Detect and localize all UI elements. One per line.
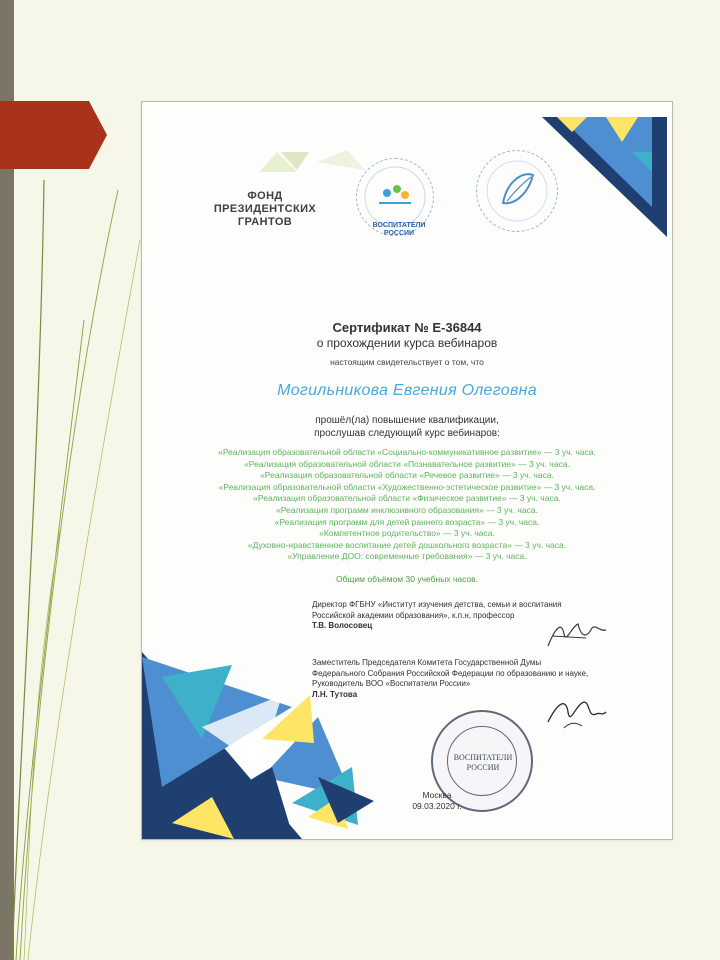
certificate [141,101,673,840]
course-item: «Реализация образовательной области «Познавательное развитие» — 3 уч. часа. [244,458,570,469]
stamp-text: ВОСПИТАТЕЛИ РОССИИ [453,753,513,772]
issue-place-date [397,790,477,812]
course-list [182,447,632,563]
signer-position: Руководитель ВОО «Воспитатели России» [312,679,471,688]
director-signature-icon [542,616,612,656]
issue-date: 09.03.2020 г. [412,801,462,811]
signer-position: Федерального Собрания Российской Федерации по образованию и науке, [312,668,589,678]
course-item: «Компетентное родительство» — 3 уч. часа. [319,528,495,539]
certificate-subtitle: о прохождении курса вебинаров [316,336,498,350]
signer-position: Директор ФГБНУ «Институт изучения детства, семьи и воспитания [312,600,562,609]
course-item: «Реализация образовательной области «Художественно-эстетическое развитие» — 3 уч. часа. [218,481,596,492]
recipient-name: Могильникова Евгения Олеговна [277,382,537,399]
deputy-signature-icon [540,692,610,736]
decorative-leaves-icon [0,150,150,960]
signer-position: Российской академии образования», к.п.н, профессор [312,610,515,620]
certificate-title: Сертификат № Е-36844 [332,320,482,335]
course-item: «Реализация программ инклюзивного образования» — 3 уч. часа. [276,504,538,515]
qualification-line: прошёл(ла) повышение квалификации, [315,415,499,426]
signer-name: Т.В. Волосовец [312,621,373,630]
course-intro-line: прослушав следующий курс вебинаров: [314,428,500,439]
issue-city: Москва [422,790,452,800]
seal-title: ВОСПИТАТЕЛИ РОССИИ [372,222,426,237]
total-hours: Общим объёмом 30 учебных часов. [335,574,479,584]
course-item: «Реализация программ для детей раннего возраста» — 3 уч. часа. [274,516,540,527]
course-item: «Управление ДОО: современные требования» — 3 уч. часа. [287,551,527,562]
bottom-left-triangles-icon [142,647,402,839]
stamp-inner-ring [447,726,517,796]
course-item: «Реализация образовательной области «Речевое развитие» — 3 уч. часа. [260,470,554,481]
course-item: «Реализация образовательной области «Социально-коммуникативное развитие» — 3 уч. часа. [218,447,596,457]
course-item: «Духовно-нравственное воспитание детей дошкольного возраста» — 3 уч. часа. [247,539,567,550]
qualification-text [142,414,672,440]
fund-title: ФОНД ПРЕЗИДЕНТСКИХ ГРАНТОВ [213,190,317,228]
ecology-seal-icon [476,150,558,232]
signer-position: Заместитель Председателя Комитета Государственной Думы [312,658,542,667]
course-item: «Реализация образовательной области «Физическое развитие» — 3 уч. часа. [253,493,561,504]
signer-name: Л.Н. Тутова [312,689,358,699]
certificate-intro: настоящим свидетельствует о том, что [330,357,484,367]
